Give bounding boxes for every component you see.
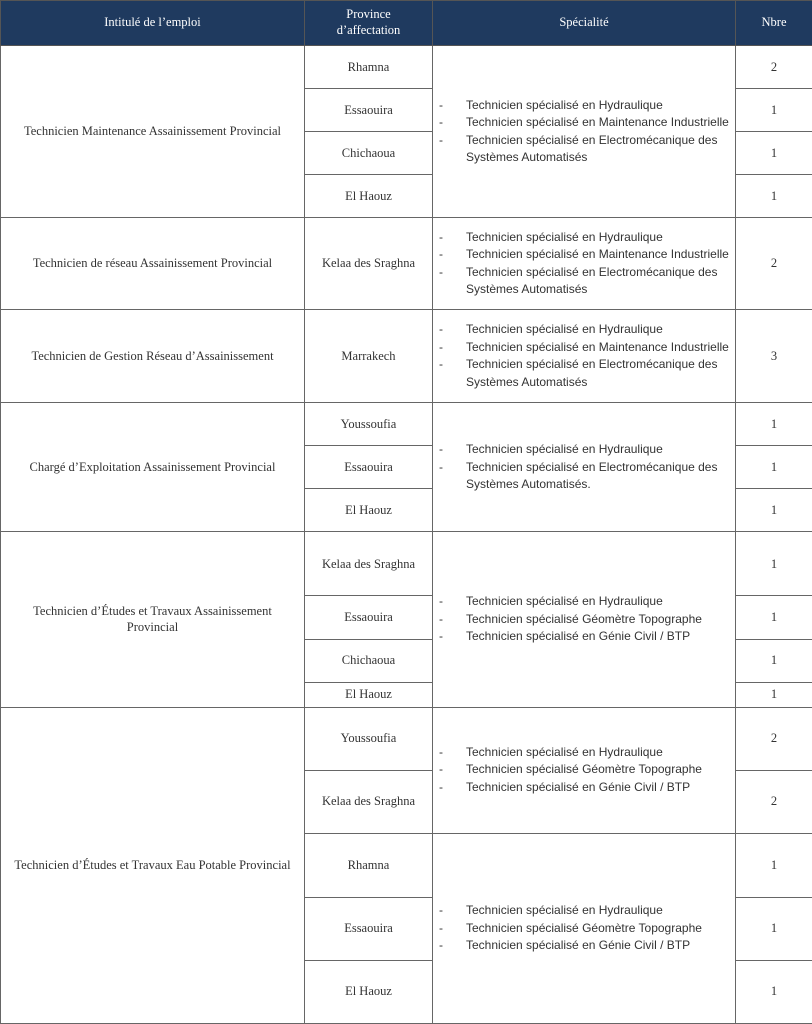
province-cell: Marrakech [305,310,433,403]
count-cell: 1 [736,403,812,446]
count-cell: 1 [736,132,812,175]
job-title-cell: Chargé d’Exploitation Assainissement Provincial [1,403,305,532]
province-cell: El Haouz [305,960,433,1023]
specialty-item: - Technicien spécialisé en Hydraulique [439,321,731,339]
province-cell: Kelaa des Sraghna [305,218,433,310]
header-province-line2: d’affectation [336,23,401,37]
specialty-cell [433,707,736,833]
count-cell: 2 [736,770,812,833]
table-row [1,707,812,770]
count-cell: 1 [736,639,812,682]
table-row [1,310,812,403]
specialty-item: - Technicien spécialisé Géomètre Topographe [439,920,731,938]
count-cell: 1 [736,89,812,132]
specialty-cell [433,46,736,218]
header-intitule: Intitulé de l’emploi [1,1,305,46]
specialty-item: - Technicien spécialisé en Hydraulique [439,902,731,920]
specialty-list [439,744,731,797]
table-row [1,532,812,596]
specialty-item: - Technicien spécialisé en Electromécanique des Systèmes Automatisés. [439,459,731,494]
count-cell: 1 [736,532,812,596]
province-cell: Essaouira [305,596,433,639]
specialty-list [439,902,731,955]
specialty-item: - Technicien spécialisé Géomètre Topographe [439,611,731,629]
header-specialite: Spécialité [433,1,736,46]
specialty-item: - Technicien spécialisé en Génie Civil / BTP [439,779,731,797]
job-title-cell: Technicien d’Études et Travaux Assainissement Provincial [1,532,305,707]
specialty-item: - Technicien spécialisé Géomètre Topographe [439,761,731,779]
province-cell: Rhamna [305,46,433,89]
header-province-line1: Province [346,7,391,22]
specialty-cell [433,403,736,532]
province-cell: Essaouira [305,897,433,960]
job-title-cell: Technicien de Gestion Réseau d’Assainissement [1,310,305,403]
province-cell: El Haouz [305,682,433,707]
specialty-item: - Technicien spécialisé en Hydraulique [439,744,731,762]
province-cell: Essaouira [305,446,433,489]
specialty-item: - Technicien spécialisé en Maintenance Industrielle [439,114,731,132]
count-cell: 1 [736,833,812,897]
table-row [1,218,812,310]
count-cell: 2 [736,707,812,770]
count-cell: 1 [736,682,812,707]
count-cell: 3 [736,310,812,403]
specialty-item: - Technicien spécialisé en Maintenance Industrielle [439,246,731,264]
count-cell: 1 [736,897,812,960]
specialty-item: - Technicien spécialisé en Electromécanique des Systèmes Automatisés [439,264,731,299]
specialty-list [439,593,731,646]
specialty-list [439,97,731,167]
specialty-cell [433,833,736,1023]
job-title-cell: Technicien d’Études et Travaux Eau Potable Provincial [1,707,305,1023]
specialty-item: - Technicien spécialisé en Hydraulique [439,229,731,247]
specialty-item: - Technicien spécialisé en Maintenance Industrielle [439,339,731,357]
count-cell: 1 [736,175,812,218]
specialty-item: - Technicien spécialisé en Hydraulique [439,593,731,611]
province-cell: Youssoufia [305,707,433,770]
header-nbre: Nbre [736,1,812,46]
specialty-item: - Technicien spécialisé en Génie Civil / BTP [439,628,731,646]
province-cell: Chichaoua [305,639,433,682]
specialty-item: - Technicien spécialisé en Hydraulique [439,441,731,459]
province-cell: Chichaoua [305,132,433,175]
specialty-cell [433,310,736,403]
specialty-cell [433,218,736,310]
specialty-cell [433,532,736,707]
specialty-item: - Technicien spécialisé en Electromécanique des Systèmes Automatisés [439,356,731,391]
count-cell: 1 [736,960,812,1023]
table-row [1,403,812,446]
count-cell: 1 [736,596,812,639]
table-row [1,46,812,89]
specialty-list [439,229,731,299]
specialty-item: - Technicien spécialisé en Electromécanique des Systèmes Automatisés [439,132,731,167]
specialty-list [439,441,731,494]
province-cell: Kelaa des Sraghna [305,532,433,596]
specialty-list [439,321,731,391]
province-cell: Youssoufia [305,403,433,446]
count-cell: 1 [736,446,812,489]
specialty-item: - Technicien spécialisé en Hydraulique [439,97,731,115]
province-cell: El Haouz [305,489,433,532]
header-province [305,1,433,46]
specialty-item: - Technicien spécialisé en Génie Civil / BTP [439,937,731,955]
count-cell: 2 [736,46,812,89]
province-cell: Rhamna [305,833,433,897]
province-cell: Kelaa des Sraghna [305,770,433,833]
job-title-cell: Technicien Maintenance Assainissement Provincial [1,46,305,218]
province-cell: El Haouz [305,175,433,218]
count-cell: 1 [736,489,812,532]
count-cell: 2 [736,218,812,310]
job-title-cell: Technicien de réseau Assainissement Provincial [1,218,305,310]
province-cell: Essaouira [305,89,433,132]
table-header-row [1,1,812,46]
